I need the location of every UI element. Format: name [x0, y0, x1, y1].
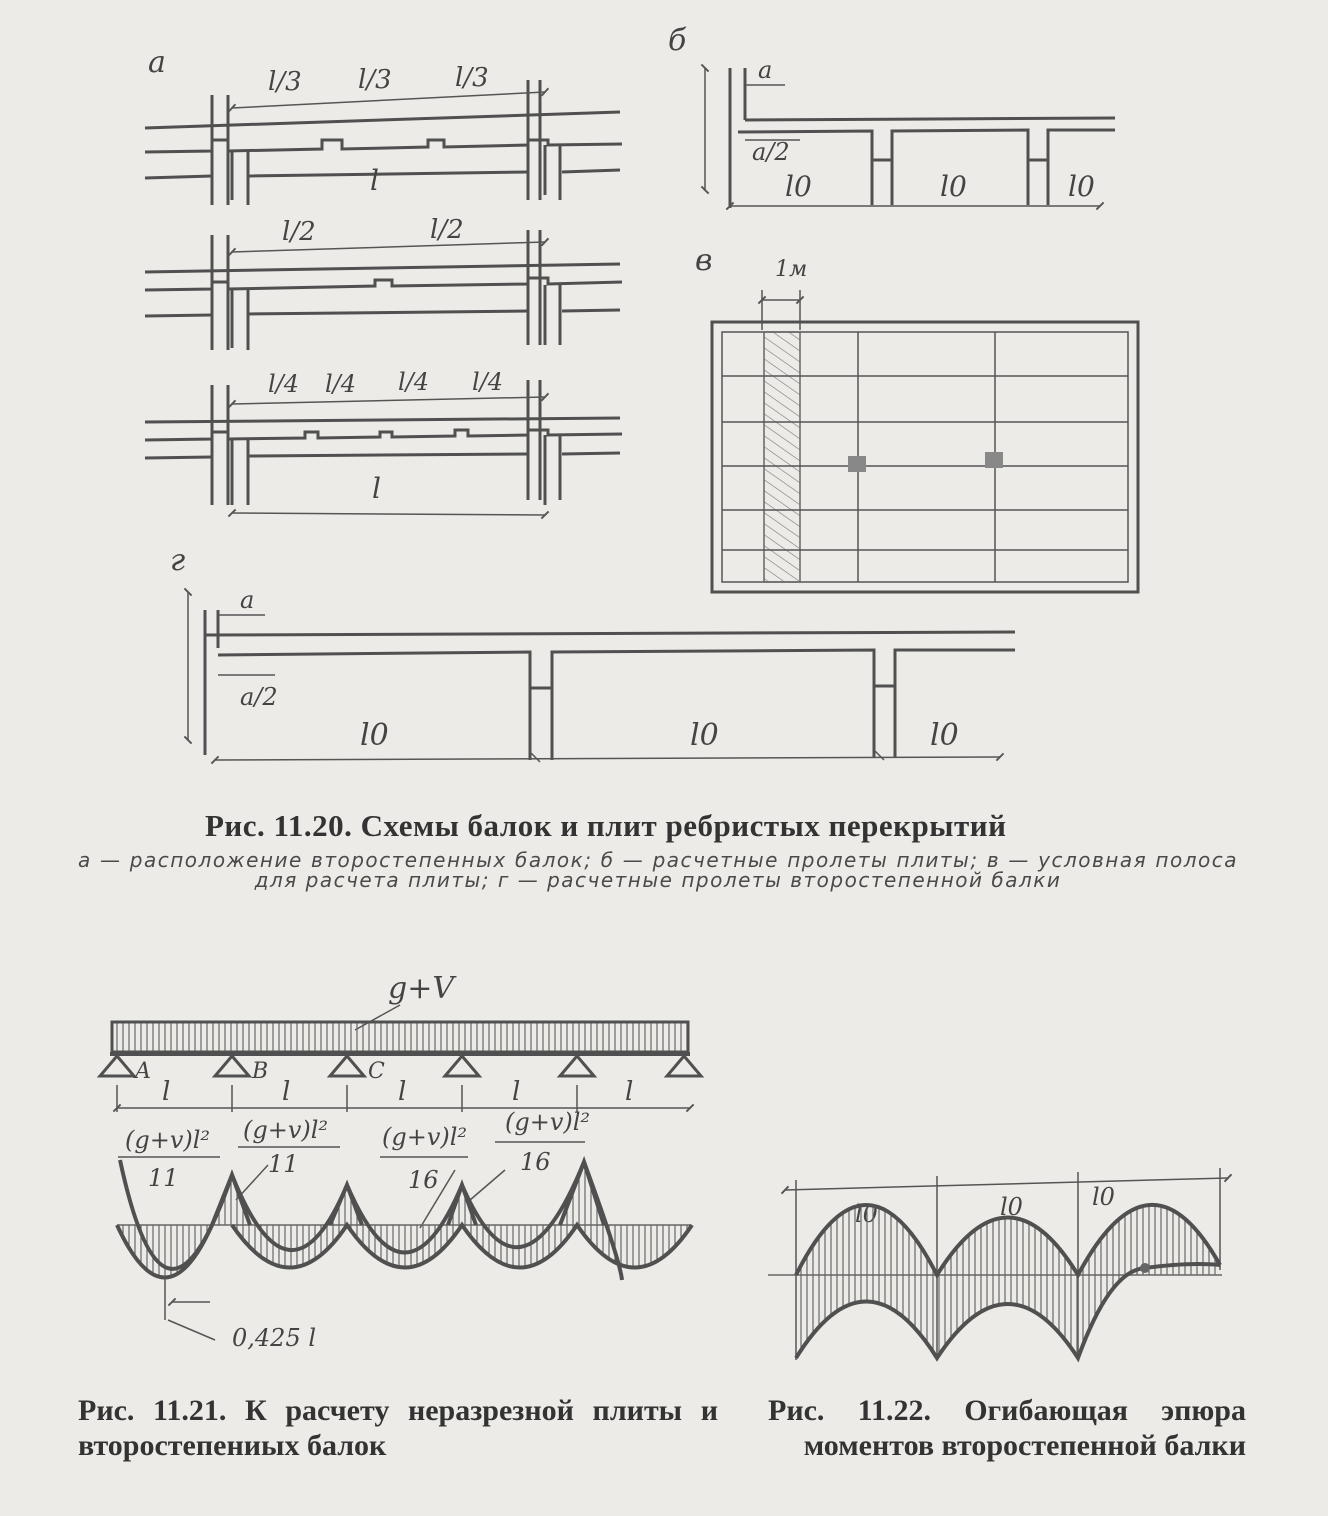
row2-label-2: l/2 [430, 215, 464, 245]
row1-label-2: l/3 [358, 65, 392, 95]
span-label-2: l [282, 1077, 291, 1107]
support-a-label: A [135, 1059, 151, 1084]
row3-label-2: l/4 [325, 370, 357, 398]
row1-label-3: l/3 [455, 63, 489, 93]
panel-label-v: в [695, 243, 713, 278]
span-label-5: l [625, 1077, 634, 1107]
panel-a-row-1 [145, 63, 622, 205]
moment-1-numerator: (g+v)l² [125, 1126, 211, 1154]
caption-fig-11-20: Рис. 11.20. Схемы балок и плит ребристых перекрытий [205, 808, 1007, 843]
row1-span-label: l [370, 164, 379, 197]
row3-label-3: l/4 [398, 368, 430, 396]
row2-label-1: l/2 [282, 217, 316, 247]
fig-11-21-continuous-beam [100, 971, 701, 1352]
moment-2-denominator: 11 [268, 1150, 299, 1178]
panel-b-slab-spans [668, 23, 1115, 208]
fig-11-22-envelope-diagram [768, 1168, 1228, 1360]
panel-g-beam-spans [170, 543, 1015, 762]
panel-b-a-half-label: a/2 [752, 138, 790, 166]
env-span-label-2: l0 [1000, 1193, 1023, 1221]
span-label-3: l [398, 1077, 407, 1107]
panel-g-a-half-label: a/2 [240, 683, 278, 711]
moment-3-numerator: (g+v)l² [382, 1123, 468, 1151]
moment-3-denominator: 16 [408, 1166, 439, 1194]
panel-a-row-2 [145, 215, 622, 350]
moment-4-denominator: 16 [520, 1148, 551, 1176]
moment-1-denominator: 11 [148, 1164, 179, 1192]
caption-fig-11-22: Рис. 11.22. Огибающая эпюра моментов второстепенной балки [768, 1394, 1246, 1462]
span-label-1: l [162, 1077, 171, 1107]
support-c-label: C [368, 1059, 385, 1084]
span-label-4: l [512, 1077, 521, 1107]
panel-a-beam-layout [145, 45, 622, 515]
panel-v-strip-plan [695, 243, 1138, 592]
row3-label-4: l/4 [472, 368, 504, 396]
panel-b-span-3: l0 [1068, 170, 1095, 203]
env-span-label-3: l0 [1092, 1183, 1115, 1211]
row1-label-1: l/3 [268, 67, 302, 97]
panel-b-span-2: l0 [940, 170, 967, 203]
panel-g-span-1: l0 [360, 718, 389, 753]
panel-g-a-label: a [240, 586, 255, 614]
row3-span-label: l [372, 472, 381, 505]
caption-fig-11-21: Рис. 11.21. К расчету неразрезной плиты и второстепениых балок [78, 1394, 718, 1462]
supports [100, 1056, 701, 1076]
load-label: g+V [388, 971, 455, 1006]
max-location-label: 0,425 l [232, 1324, 317, 1352]
panel-g-span-3: l0 [930, 718, 959, 753]
panel-label-a: а [148, 45, 166, 80]
moment-4-numerator: (g+v)l² [505, 1108, 591, 1136]
panel-label-g: г [170, 543, 186, 578]
panel-b-span-1: l0 [785, 170, 812, 203]
row3-label-1: l/4 [268, 370, 300, 398]
support-b-label: B [252, 1059, 269, 1084]
moment-2-numerator: (g+v)l² [243, 1116, 329, 1144]
panel-v-strip-label: 1м [775, 257, 808, 282]
legend-fig-11-20: а — расположение второстепенных балок; б — расчетные пролеты плиты; в — условная полоса для расчета плиты; г — расчетные пролеты второстепенной балки [78, 848, 1238, 892]
panel-g-span-2: l0 [690, 718, 719, 753]
panel-b-a-label: a [758, 56, 773, 84]
moment-diagram [117, 1160, 692, 1352]
panel-label-b: б [668, 23, 687, 58]
panel-a-row-3 [145, 368, 622, 515]
